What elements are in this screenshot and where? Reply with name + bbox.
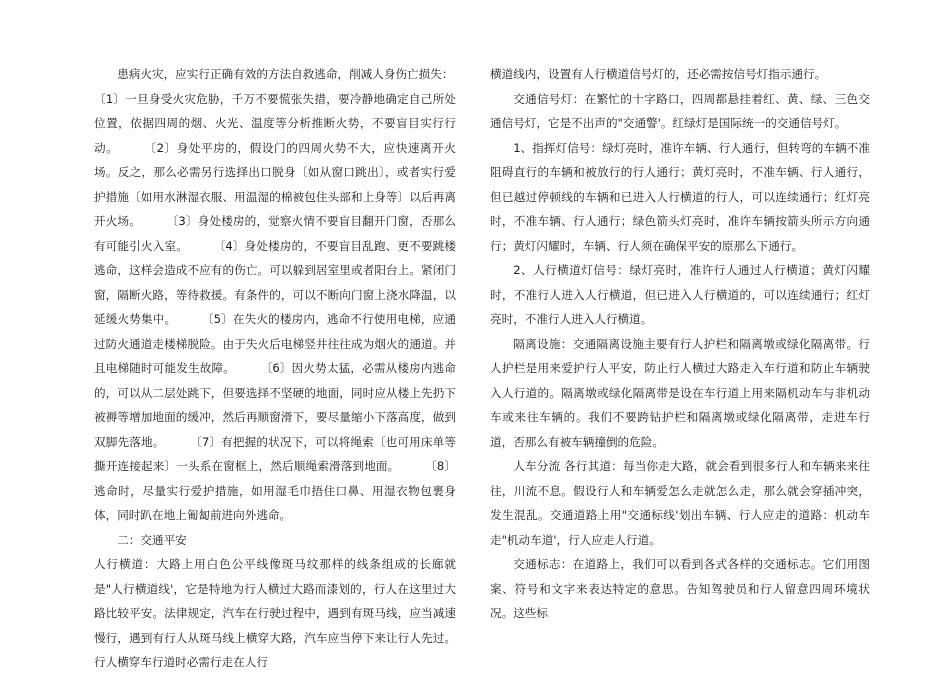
crosswalk-paragraph: 人行横道：大路上用白色公平线像斑马纹那样的线条组成的长廊就是"人行横道线'，它是特地为行人横过大路而漆划的，行人在这里过大路比较平安。法律规定，汽车在行驶过程中，遇到有斑马线，应当减速慢行，遇到有行人从斑马线上横穿大路，汽车应当停下来让行人先过。行人横穿车行道时必需行走在人行 [94,557,456,669]
tip-3: 〔3〕身处楼房的，觉察火情不要盲目翻开门窗，否那么有可能引火入室。 [94,214,456,253]
tip-7: 〔7〕有把握的状况下，可以将绳索〔也可用床单等撕开连接起来〕一头系在窗框上，然后顺绳索滑落到地面。 [94,434,456,473]
tip-5: 〔5〕在失火的楼房内，逃命不行使用电梯，应通过防火通道走楼梯脱险。由于失火后电梯竖井往往成为烟火的通道。并且电梯随时可能发生故障。 [94,312,456,375]
tip-1: 〔1〕一旦身受火灾危胁，千万不要慌张失措，要冷静地确定自己所处位置，依据四周的烟、火光、温度等分析推断火势，不要盲目实行行动。 [94,91,456,155]
pedestrian-light-paragraph: 2、人行横道灯信号：绿灯亮时，准许行人通过人行横道；黄灯闪耀时，不准行人进入人行横道，但已进入人行横道的，可以连续通行；红灯亮时，不准行人进入人行横道。 [490,263,870,326]
traffic-safety-heading: 二：交通平安 [117,532,187,547]
fire-intro-paragraph: 患病火灾，应实行正确有效的方法自救逃命，削减人身伤亡损失： [117,67,454,81]
tip-4: 〔4〕身处楼房的，不要盲目乱跑、更不要跳楼逃命，这样会造成不应有的伤亡。可以躲到居室里或者阳台上。紧闭门窗，隔断火路，等待救援。有条件的，可以不断向门窗上浇水降温，以延缓火势集中。 [94,238,456,326]
tip-2: 〔2〕身处平房的，假设门的四周火势不大，应快速离开火场。反之，那么必需另行选择出口脱身〔如从窗口跳出〕，或者实行爱护措施〔如用水淋湿衣服、用温湿的棉被包住头部和上身等〕以后再离开火场。 [94,140,456,228]
lane-separation-paragraph: 人车分流 各行其道：每当你走大路，就会看到很多行人和车辆来来往往，川流不息。假设行人和车辆爱怎么走就怎么走，那么就会穿插冲突，发生混乱。交通道路上用"交通标线'划出车辆、行人应走的道路：机动车走"机动车道'，行人应走人行道。 [490,459,870,547]
right-column [490,62,870,626]
barrier-paragraph: 隔离设施：交通隔离设施主要有行人护栏和隔离墩或绿化隔离带。行人护栏是用来爱护行人平安，防止行人横过大路走入车行道和防止车辆驶入人行道的。隔离墩或绿化隔离带是设在车行道上用来隔机动车与非机动车或来往车辆的。我们不要跨钻护栏和隔离墩或绿化隔离带，走进车行道，否那么有被车辆撞倒的危险。 [490,336,870,449]
tip-6: 〔6〕因火势太猛，必需从楼房内逃命的，可以从二层处跳下，但要选择不坚硬的地面，同时应从楼上先扔下被褥等增加地面的缓冲，然后再顺窗滑下，要尽量缩小下落高度，做到双脚先落地。 [94,361,456,449]
fire-escape-tips-paragraph [94,87,456,528]
crosswalk-continued-paragraph: 横道线内，设置有人行横道信号灯的，还必需按信号灯指示通行。 [490,67,827,81]
traffic-light-paragraph: 交通信号灯：在繁忙的十字路口，四周都悬挂着红、黄、绿、三色交通信号灯，它是不出声的"交通警'。红绿灯是国际统一的交通信号灯。 [490,91,870,130]
tip-8: 〔8〕逃命时，尽量实行爱护措施，如用湿毛巾捂住口鼻、用湿衣物包裹身体，同时趴在地上匍匐前进向外逃命。 [94,459,456,522]
traffic-signs-paragraph: 交通标志：在道路上，我们可以看到各式各样的交通标志。它们用图案、符号和文字来表达特定的意思。告知驾驶员和行人留意四周环境状况。这些标 [490,557,870,620]
left-column [94,62,456,675]
signal-light-paragraph: 1、指挥灯信号：绿灯亮时，准许车辆、行人通行，但转弯的车辆不准阻碍直行的车辆和被放行的行人通行；黄灯亮时，不准车辆、行人通行，但已越过停顿线的车辆和已进入人行横道的行人，可以连续通行；红灯亮时，不准车辆、行人通行；绿色箭头灯亮时，准许车辆按箭头所示方向通行；黄灯闪耀时，车辆、行人须在确保平安的原那么下通行。 [490,140,870,253]
